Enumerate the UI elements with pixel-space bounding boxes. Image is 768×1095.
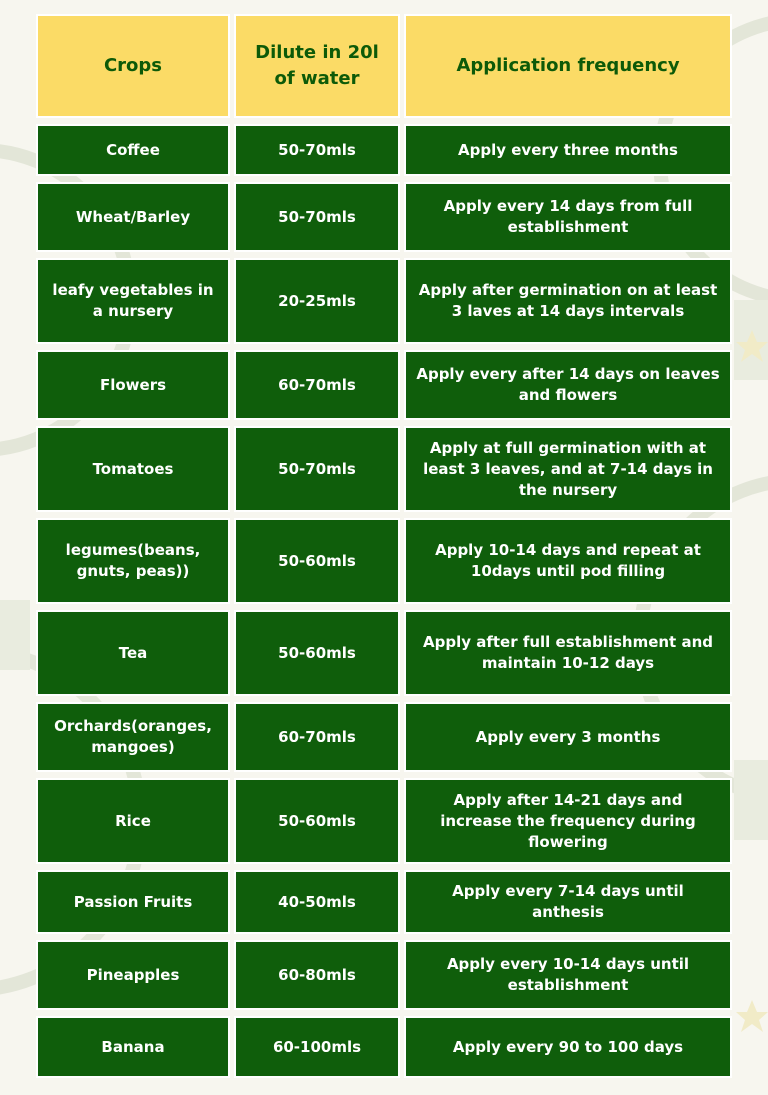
table-row	[36, 778, 732, 864]
dilution-cell: 60-80mls	[234, 940, 400, 1010]
dilution-cell: 60-70mls	[234, 702, 400, 772]
table-row	[36, 870, 732, 934]
header-frequency: Application frequency	[404, 14, 732, 118]
table-row	[36, 258, 732, 344]
table-header-row	[36, 14, 732, 118]
frequency-cell: Apply after germination on at least 3 laves at 14 days intervals	[404, 258, 732, 344]
frequency-cell: Apply every 3 months	[404, 702, 732, 772]
dilution-cell: 50-60mls	[234, 518, 400, 604]
header-dilution: Dilute in 20l of water	[234, 14, 400, 118]
frequency-cell: Apply every three months	[404, 124, 732, 176]
dilution-cell: 60-100mls	[234, 1016, 400, 1078]
crop-cell: Tomatoes	[36, 426, 230, 512]
table-row	[36, 350, 732, 420]
crop-cell: Passion Fruits	[36, 870, 230, 934]
frequency-cell: Apply every 14 days from full establishment	[404, 182, 732, 252]
crop-cell: Orchards(oranges, mangoes)	[36, 702, 230, 772]
crop-cell: Wheat/Barley	[36, 182, 230, 252]
table-row	[36, 702, 732, 772]
table-row	[36, 518, 732, 604]
dilution-cell: 50-70mls	[234, 182, 400, 252]
crop-cell: Banana	[36, 1016, 230, 1078]
table-row	[36, 610, 732, 696]
crop-cell: Pineapples	[36, 940, 230, 1010]
frequency-cell: Apply after full establishment and maintain 10-12 days	[404, 610, 732, 696]
frequency-cell: Apply after 14-21 days and increase the frequency during flowering	[404, 778, 732, 864]
crop-cell: legumes(beans, gnuts, peas))	[36, 518, 230, 604]
dilution-cell: 50-70mls	[234, 426, 400, 512]
header-crops: Crops	[36, 14, 230, 118]
dilution-cell: 50-60mls	[234, 610, 400, 696]
dilution-cell: 20-25mls	[234, 258, 400, 344]
dilution-cell: 60-70mls	[234, 350, 400, 420]
dilution-cell: 50-70mls	[234, 124, 400, 176]
dilution-cell: 50-60mls	[234, 778, 400, 864]
table-row	[36, 124, 732, 176]
frequency-cell: Apply every 10-14 days until establishment	[404, 940, 732, 1010]
frequency-cell: Apply 10-14 days and repeat at 10days until pod filling	[404, 518, 732, 604]
table-row	[36, 182, 732, 252]
crop-cell: Rice	[36, 778, 230, 864]
crop-cell: Tea	[36, 610, 230, 696]
application-rates-table	[36, 14, 732, 1084]
frequency-cell: Apply every after 14 days on leaves and flowers	[404, 350, 732, 420]
table-row	[36, 940, 732, 1010]
dilution-cell: 40-50mls	[234, 870, 400, 934]
frequency-cell: Apply every 7-14 days until anthesis	[404, 870, 732, 934]
crop-cell: leafy vegetables in a nursery	[36, 258, 230, 344]
table-row	[36, 426, 732, 512]
table-row	[36, 1016, 732, 1078]
crop-cell: Coffee	[36, 124, 230, 176]
frequency-cell: Apply every 90 to 100 days	[404, 1016, 732, 1078]
frequency-cell: Apply at full germination with at least 3 leaves, and at 7-14 days in the nursery	[404, 426, 732, 512]
crop-cell: Flowers	[36, 350, 230, 420]
